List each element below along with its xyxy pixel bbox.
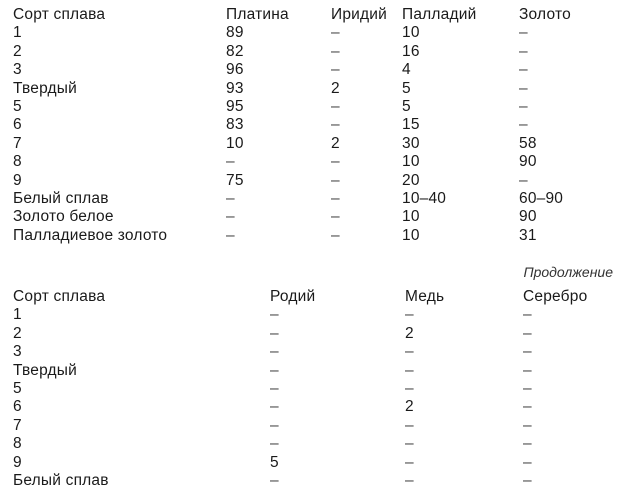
composition-cell: 4: [402, 61, 411, 79]
composition-cell: 10: [402, 208, 420, 226]
composition-cell: –: [519, 79, 528, 97]
table-row: [13, 454, 613, 472]
composition-cell: –: [405, 361, 414, 379]
composition-cell: –: [331, 116, 340, 134]
column-header-palladium: Палладий: [402, 6, 477, 23]
composition-cell: 96: [226, 61, 244, 79]
composition-cell: –: [270, 343, 279, 361]
table-row: [13, 153, 609, 171]
composition-cell: 95: [226, 98, 244, 116]
composition-cell: –: [270, 306, 279, 324]
alloy-grade-cell: Палладиевое золото: [13, 226, 168, 244]
composition-cell: 2: [405, 398, 414, 416]
table-row: [13, 227, 609, 245]
composition-cell: 30: [402, 134, 420, 152]
table-row: [13, 343, 613, 361]
table-row: [13, 472, 613, 490]
table-row: [13, 80, 609, 98]
composition-cell: 5: [402, 98, 411, 116]
composition-cell: –: [519, 24, 528, 42]
alloy-grade-cell: 8: [13, 153, 22, 171]
composition-cell: –: [331, 226, 340, 244]
alloy-grade-cell: 6: [13, 116, 22, 134]
table-row: [13, 61, 609, 79]
alloy-grade-cell: 8: [13, 435, 22, 453]
composition-cell: –: [523, 472, 532, 490]
alloy-grade-cell: Белый сплав: [13, 190, 109, 208]
composition-cell: –: [523, 416, 532, 434]
alloy-grade-cell: 3: [13, 343, 22, 361]
alloy-grade-cell: Золото белое: [13, 208, 114, 226]
alloy-grade-cell: Белый сплав: [13, 472, 109, 490]
column-header-copper: Медь: [405, 288, 445, 305]
table-row: [13, 417, 613, 435]
table-row: [13, 135, 609, 153]
table-row: [13, 98, 609, 116]
composition-cell: –: [405, 380, 414, 398]
composition-cell: –: [523, 361, 532, 379]
table-row: [13, 190, 609, 208]
alloy-grade-cell: Твердый: [13, 361, 77, 379]
column-header-gold: Золото: [519, 6, 571, 23]
composition-cell: 83: [226, 116, 244, 134]
alloy-composition-table-continued: [13, 288, 613, 490]
composition-cell: 20: [402, 171, 420, 189]
composition-cell: 10: [402, 153, 420, 171]
column-header-platinum: Платина: [226, 6, 289, 23]
composition-cell: 2: [405, 324, 414, 342]
composition-cell: –: [523, 380, 532, 398]
composition-cell: –: [523, 398, 532, 416]
composition-cell: –: [519, 61, 528, 79]
composition-cell: 5: [270, 453, 279, 471]
table-row: [13, 208, 609, 226]
alloy-composition-table: [13, 6, 609, 245]
table-row: [13, 325, 613, 343]
composition-cell: –: [270, 380, 279, 398]
composition-cell: –: [331, 153, 340, 171]
table-row: [13, 306, 613, 324]
composition-cell: 15: [402, 116, 420, 134]
alloy-grade-cell: 2: [13, 324, 22, 342]
composition-cell: 58: [519, 134, 537, 152]
composition-cell: 10: [226, 134, 244, 152]
composition-cell: –: [331, 61, 340, 79]
alloy-grade-cell: 2: [13, 42, 22, 60]
composition-cell: –: [405, 343, 414, 361]
composition-cell: –: [226, 190, 235, 208]
table-row: [13, 362, 613, 380]
composition-cell: –: [331, 171, 340, 189]
composition-cell: –: [405, 306, 414, 324]
column-header-rhodium: Родий: [270, 288, 316, 305]
composition-cell: –: [523, 453, 532, 471]
composition-cell: 90: [519, 153, 537, 171]
alloy-grade-cell: 9: [13, 171, 22, 189]
table-row: [13, 435, 613, 453]
composition-cell: 90: [519, 208, 537, 226]
table-row: [13, 43, 609, 61]
composition-cell: 10: [402, 226, 420, 244]
composition-cell: 93: [226, 79, 244, 97]
composition-cell: –: [331, 190, 340, 208]
composition-cell: 5: [402, 79, 411, 97]
composition-cell: –: [519, 116, 528, 134]
table-row: [13, 24, 609, 42]
composition-cell: 2: [331, 79, 340, 97]
table-header-row: [13, 288, 613, 306]
composition-cell: –: [270, 361, 279, 379]
continuation-label: Продолжение: [523, 264, 613, 280]
composition-cell: –: [226, 208, 235, 226]
composition-cell: –: [331, 24, 340, 42]
table-row: [13, 380, 613, 398]
alloy-grade-cell: 5: [13, 98, 22, 116]
composition-cell: –: [226, 153, 235, 171]
composition-cell: –: [523, 343, 532, 361]
composition-cell: –: [405, 472, 414, 490]
composition-cell: 89: [226, 24, 244, 42]
column-header-alloy-grade: Сорт сплава: [13, 6, 106, 23]
composition-cell: –: [405, 453, 414, 471]
alloy-grade-cell: 9: [13, 453, 22, 471]
composition-cell: –: [405, 435, 414, 453]
composition-cell: 10: [402, 24, 420, 42]
table-row: [13, 172, 609, 190]
alloy-grade-cell: 7: [13, 134, 22, 152]
composition-cell: 75: [226, 171, 244, 189]
composition-cell: –: [523, 324, 532, 342]
composition-cell: –: [270, 398, 279, 416]
composition-cell: –: [519, 171, 528, 189]
composition-cell: 82: [226, 42, 244, 60]
alloy-grade-cell: Твердый: [13, 79, 77, 97]
composition-cell: –: [331, 42, 340, 60]
composition-cell: –: [270, 472, 279, 490]
alloy-grade-cell: 3: [13, 61, 22, 79]
table-row: [13, 116, 609, 134]
composition-cell: –: [270, 435, 279, 453]
column-header-iridium: Иридий: [331, 6, 387, 23]
table-header-row: [13, 6, 609, 24]
alloy-grade-cell: 6: [13, 398, 22, 416]
composition-cell: –: [226, 226, 235, 244]
composition-cell: –: [331, 98, 340, 116]
alloy-grade-cell: 1: [13, 306, 22, 324]
alloy-grade-cell: 7: [13, 416, 22, 434]
composition-cell: 2: [331, 134, 340, 152]
column-header-alloy-grade: Сорт сплава: [13, 288, 106, 305]
composition-cell: –: [523, 306, 532, 324]
composition-cell: –: [519, 98, 528, 116]
composition-cell: –: [331, 208, 340, 226]
composition-cell: –: [270, 416, 279, 434]
table-row: [13, 398, 613, 416]
composition-cell: –: [405, 416, 414, 434]
composition-cell: –: [523, 435, 532, 453]
composition-cell: 31: [519, 226, 537, 244]
composition-cell: 60–90: [519, 190, 564, 208]
composition-cell: –: [519, 42, 528, 60]
column-header-silver: Серебро: [523, 288, 588, 305]
alloy-grade-cell: 5: [13, 380, 22, 398]
alloy-grade-cell: 1: [13, 24, 22, 42]
composition-cell: –: [270, 324, 279, 342]
composition-cell: 16: [402, 42, 420, 60]
composition-cell: 10–40: [402, 190, 447, 208]
